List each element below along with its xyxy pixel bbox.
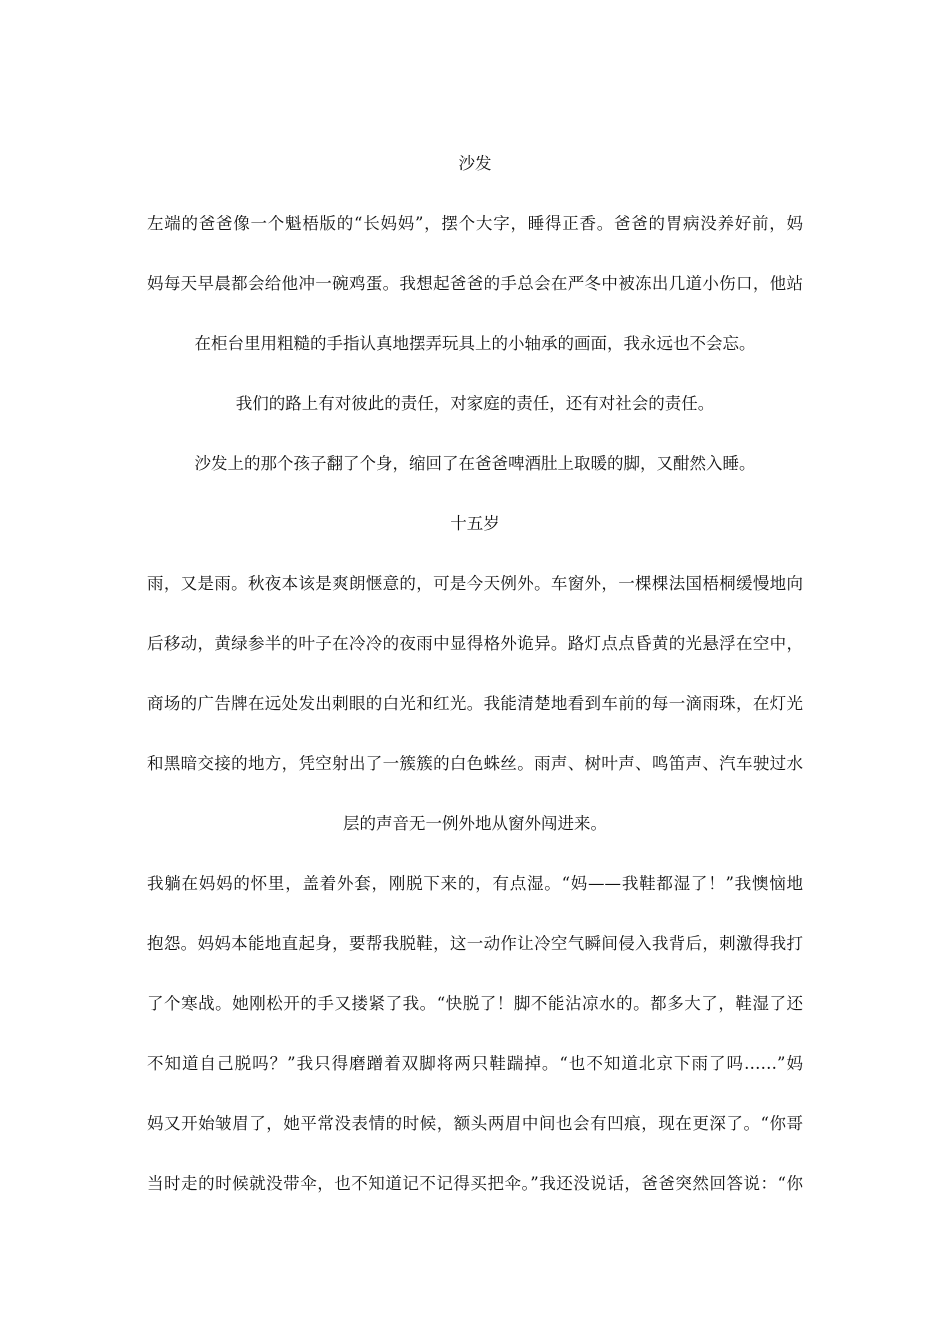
paragraph-line: 雨，又是雨。秋夜本该是爽朗惬意的，可是今天例外。车窗外，一棵棵法国梧桐缓慢地向 <box>147 574 803 593</box>
paragraph-line: 后移动，黄绿参半的叶子在冷冷的夜雨中显得格外诡异。路灯点点昏黄的光悬浮在空中， <box>147 634 803 653</box>
paragraph-line: 妈又开始皱眉了，她平常没表情的时候，额头两眉中间也会有凹痕，现在更深了。“你哥 <box>147 1114 803 1133</box>
paragraph-line: 在柜台里用粗糙的手指认真地摆弄玩具上的小轴承的画面，我永远也不会忘。 <box>194 334 756 353</box>
paragraph-line: 了个寒战。她刚松开的手又搂紧了我。“快脱了！脚不能沾凉水的。都多大了，鞋湿了还 <box>147 994 803 1013</box>
paragraph-line: 抱怨。妈妈本能地直起身，要帮我脱鞋，这一动作让冷空气瞬间侵入我背后，刺激得我打 <box>147 934 803 953</box>
paragraph-line: 沙发上的那个孩子翻了个身，缩回了在爸爸啤酒肚上取暖的脚，又酣然入睡。 <box>194 454 756 473</box>
section-title-sofa: 沙发 <box>458 154 492 173</box>
paragraph-line: 层的声音无一例外地从窗外闯进来。 <box>343 814 607 833</box>
paragraph-line: 当时走的时候就没带伞，也不知道记不记得买把伞。”我还没说话，爸爸突然回答说：“你 <box>147 1174 803 1193</box>
paragraph-line: 不知道自己脱吗？”我只得磨蹭着双脚将两只鞋踹掉。“也不知道北京下雨了吗……”妈 <box>147 1054 803 1073</box>
paragraph-line: 我躺在妈妈的怀里，盖着外套，刚脱下来的，有点湿。“妈——我鞋都湿了！”我懊恼地 <box>147 874 803 893</box>
paragraph-line: 和黑暗交接的地方，凭空射出了一簇簇的白色蛛丝。雨声、树叶声、鸣笛声、汽车驶过水 <box>147 754 803 773</box>
paragraph-line: 左端的爸爸像一个魁梧版的“长妈妈”，摆个大字，睡得正香。爸爸的胃病没养好前，妈 <box>147 214 803 233</box>
paragraph-line: 商场的广告牌在远处发出刺眼的白光和红光。我能清楚地看到车前的每一滴雨珠，在灯光 <box>147 694 803 713</box>
section-title-fifteen: 十五岁 <box>450 514 500 533</box>
paragraph-line: 妈每天早晨都会给他冲一碗鸡蛋。我想起爸爸的手总会在严冬中被冻出几道小伤口，他站 <box>147 274 803 293</box>
paragraph-line: 我们的路上有对彼此的责任，对家庭的责任，还有对社会的责任。 <box>235 394 715 413</box>
